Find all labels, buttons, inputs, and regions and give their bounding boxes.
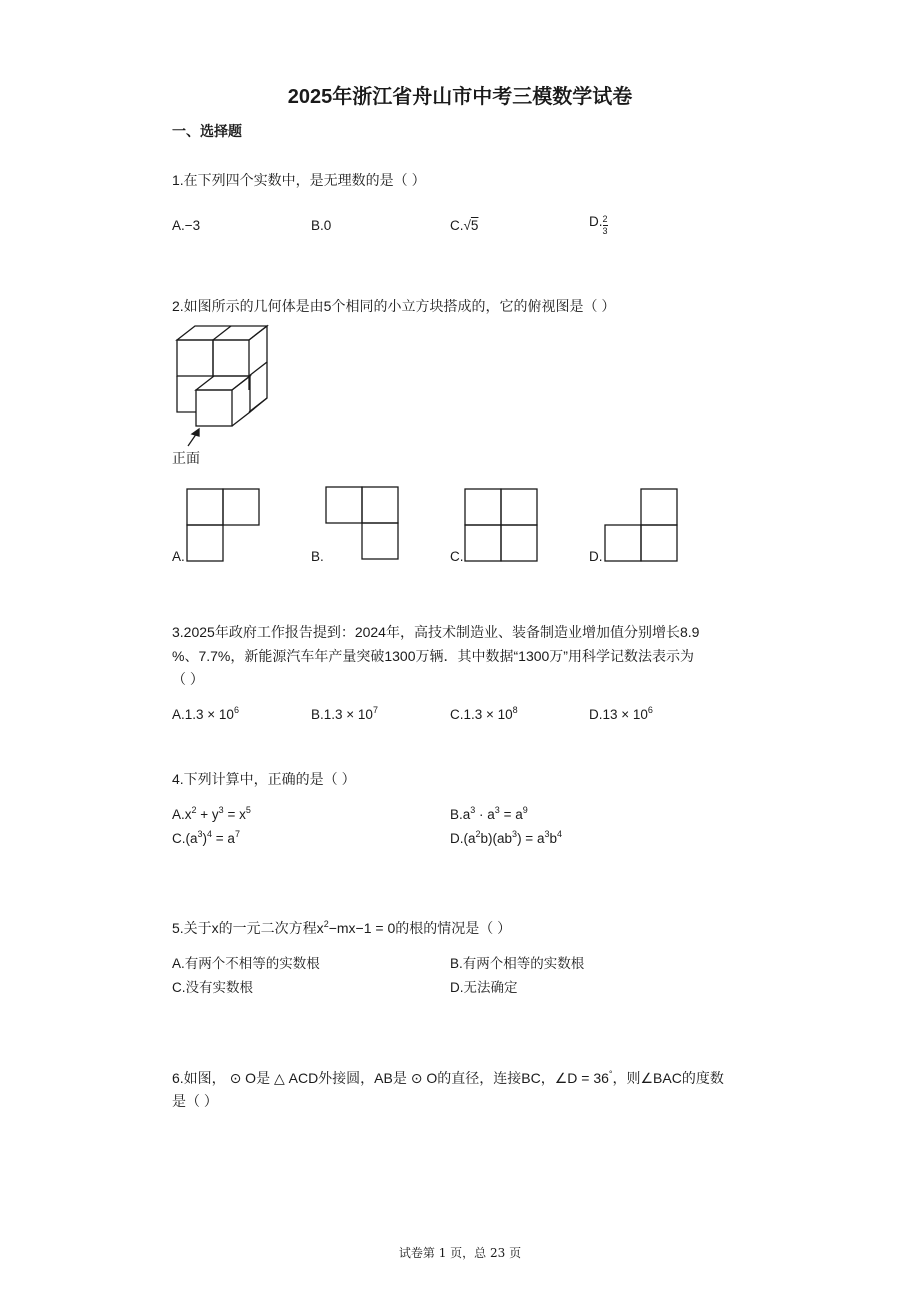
q1-option-c: C.√5 (450, 218, 479, 233)
q3-option-c: $C.1.3 \times 10^8$ (450, 705, 518, 722)
q3-option-d: $D.13 \times 10^6$ (589, 705, 653, 722)
q5-stem: 5.关于x的一元二次方程$x^2-mx-1 = 0$的根的情况是（ ） (172, 919, 512, 936)
q3-stem-line2: %、7.7%，新能源汽车年产量突破1300万辆．其中数据“1300万”用科学记数法表示为 (172, 648, 694, 664)
q1-option-b: B.0 (311, 218, 332, 233)
q2-option-a: A. (172, 549, 185, 564)
section-heading: 一、选择题 (172, 123, 242, 139)
q1-option-d: D. $\frac{2}{3}$ (589, 214, 608, 236)
q2-option-c-figure (464, 488, 540, 562)
q2-option-d-figure (604, 488, 680, 562)
q2-front-label: 正面 (172, 450, 200, 466)
q6-stem-line1: 6.如图， ⊙ O是 △ ACD外接圆，AB是 ⊙ O的直径，连接BC，∠D = 36°，则∠BAC的度数 (172, 1069, 724, 1086)
q4-option-c: $C.(a^3)^4 = a^7$ (172, 829, 240, 846)
q3-option-a: $A.1.3 \times 10^6$ (172, 705, 239, 722)
q2-option-c: C. (450, 549, 464, 564)
q3-option-b: $B.1.3 \times 10^7$ (311, 705, 378, 722)
q4-option-a: $A.x^2 + y^3 = x^5$ (172, 805, 251, 822)
q4-option-b: $B.a^3 \cdot a^3 = a^9$ (450, 805, 528, 822)
q3-stem-line3: （ ） (172, 671, 204, 687)
q5-option-b: B.有两个相等的实数根 (450, 956, 585, 971)
q5-option-d: D.无法确定 (450, 980, 518, 995)
q4-option-d: $D.(a^2b)(ab^3) = a^3b^4$ (450, 829, 562, 846)
q4-stem: 4.下列计算中，正确的是（ ） (172, 771, 356, 787)
q1-option-a: A.−3 (172, 218, 201, 233)
q5-option-c: C.没有实数根 (172, 980, 253, 995)
q1-radicand: 5 (470, 218, 479, 233)
q3-stem-line1: 3.2025年政府工作报告提到：2024年，高技术制造业、装备制造业增加值分别增长8.9 (172, 624, 700, 640)
cube-front-left (177, 340, 213, 376)
q1-stem: 1.在下列四个实数中，是无理数的是（ ） (172, 172, 426, 188)
cube-front-right (213, 340, 249, 376)
q2-stem: 2.如图所示的几何体是由5个相同的小立方块搭成的，它的俯视图是（ ） (172, 298, 616, 314)
q6-stem-line2: 是（ ） (172, 1093, 218, 1109)
q2-option-b: B. (311, 549, 324, 564)
q2-option-b-figure (325, 486, 401, 560)
page-footer: 试卷第 1 页，总 23 页 (398, 1246, 522, 1260)
q2-option-d: D. (589, 549, 603, 564)
page-title: 2025年浙江省舟山市中考三模数学试卷 (287, 86, 633, 108)
q2-option-a-figure (186, 488, 262, 562)
front-cube-front (196, 390, 232, 426)
q5-option-a: A.有两个不相等的实数根 (172, 956, 320, 971)
q1-fraction: $\frac{2}{3}$ (602, 214, 608, 236)
